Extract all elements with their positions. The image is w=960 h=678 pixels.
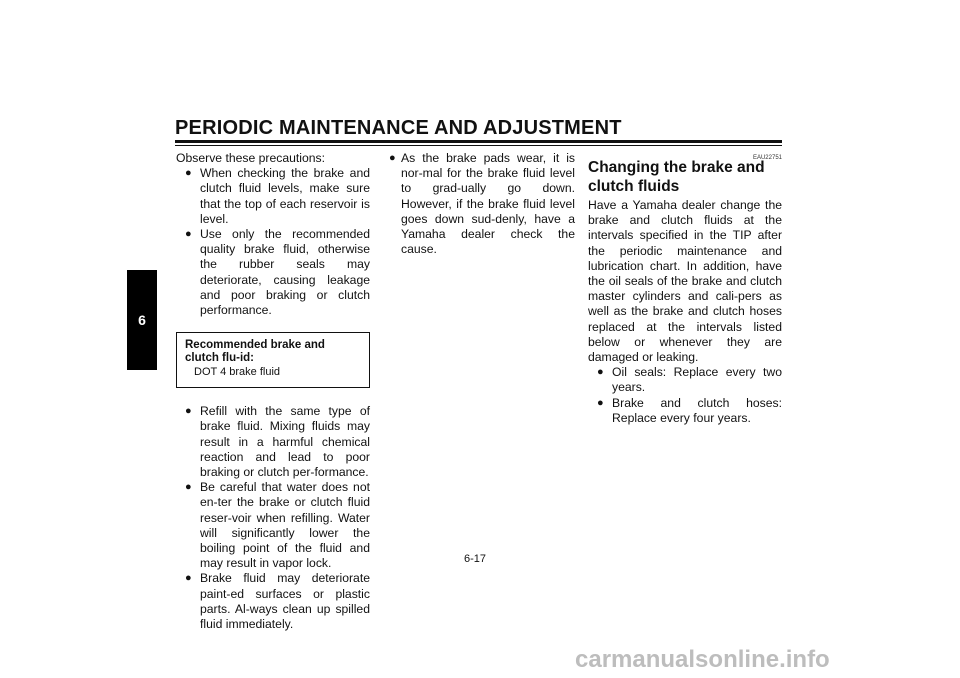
section-code: EAU22751 bbox=[752, 155, 782, 161]
column-middle bbox=[389, 151, 575, 257]
column-right bbox=[588, 151, 782, 426]
spec-value: DOT 4 brake fluid bbox=[194, 366, 281, 379]
header-rule-thin bbox=[175, 145, 782, 146]
header-rule-thick bbox=[175, 140, 782, 143]
list-item: ● Oil seals: Replace every two years. bbox=[588, 365, 782, 395]
list-item: ● As the brake pads wear, it is nor-mal for the brake fluid level to grad-ually go down. However, if the brake fluid level goes down sud-denly, have a Yamaha dealer check the cause. bbox=[389, 151, 575, 257]
precautions-list-c bbox=[389, 151, 575, 257]
spec-label: Recommended brake and clutch flu-id: bbox=[185, 339, 325, 365]
page-number: 6-17 bbox=[464, 553, 487, 565]
list-item: ● Brake fluid may deteriorate paint-ed surfaces or plastic parts. Al-ways clean up spilled fluid immediately. bbox=[176, 571, 370, 632]
list-item: ● When checking the brake and clutch fluid levels, make sure that the top of each reservoir is level. bbox=[176, 166, 370, 227]
precautions-list-a bbox=[176, 166, 370, 318]
replacement-intervals-list bbox=[588, 365, 782, 426]
recommended-fluid-box bbox=[176, 332, 370, 388]
list-item: ● Be careful that water does not en-ter the brake or clutch fluid reser-voir when refilling. Water will significantly lower the boiling point of the fluid and may result in vapor lock. bbox=[176, 480, 370, 571]
section-heading: Changing the brake and clutch fluids bbox=[588, 159, 765, 195]
intro-text: Observe these precautions: bbox=[176, 151, 326, 165]
list-item: ● Use only the recommended quality brake fluid, otherwise the rubber seals may deteriorate, causing leakage and poor braking or clutch performance. bbox=[176, 227, 370, 318]
list-item: ● Brake and clutch hoses: Replace every four years. bbox=[588, 396, 782, 426]
page-title: PERIODIC MAINTENANCE AND ADJUSTMENT bbox=[175, 117, 622, 139]
section-paragraph: Have a Yamaha dealer change the brake and clutch fluids at the intervals specified in the TIP after the periodic maintenance and lubrication chart. In addition, have the oil seals of the brake and clutch master cylinders and cali-pers as well as the brake and clutch hoses replaced at the intervals listed below or whenever they are damaged or leaking. bbox=[588, 198, 782, 365]
chapter-tab: 6 bbox=[127, 270, 157, 370]
precautions-list-b bbox=[176, 404, 370, 632]
list-item: ● Refill with the same type of brake fluid. Mixing fluids may result in a harmful chemical reaction and lead to poor braking or clutch per-formance. bbox=[176, 404, 370, 480]
watermark: carmanualsonline.info bbox=[575, 646, 830, 673]
column-left bbox=[176, 151, 370, 632]
